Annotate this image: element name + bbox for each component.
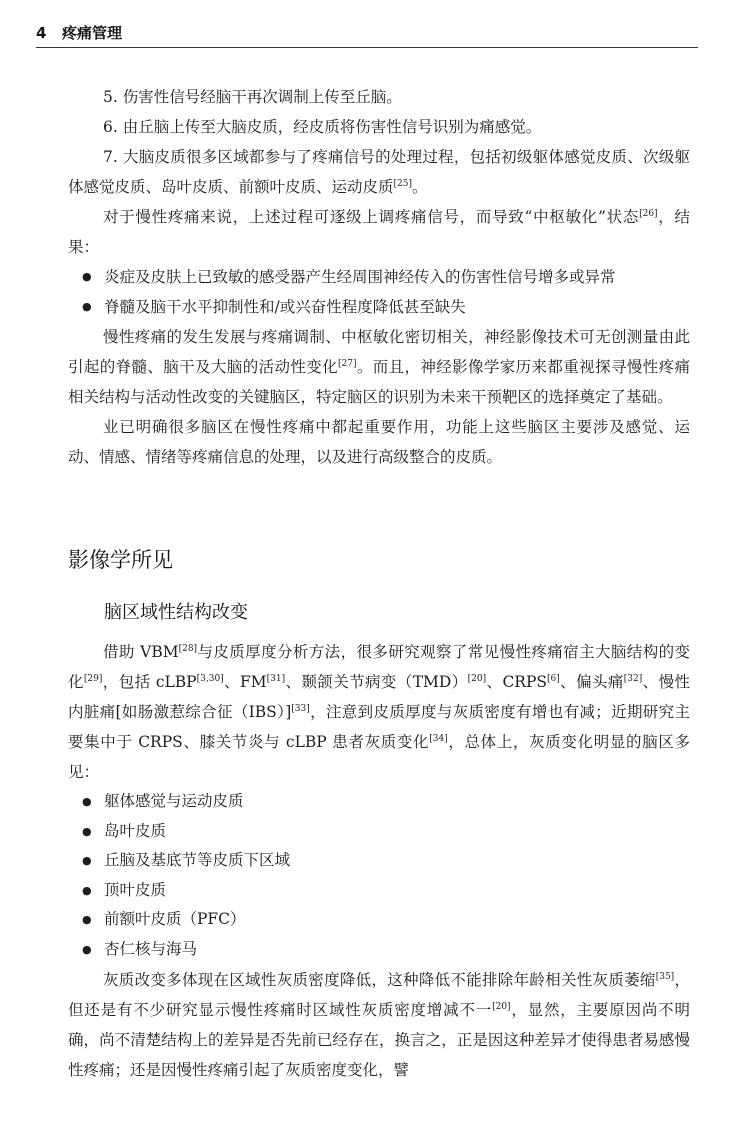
running-title: 疼痛管理 (62, 24, 123, 42)
list-item: ● 脊髓及脑干水平抑制性和/或兴奋性程度降低甚至缺失 (104, 292, 690, 322)
results-bullet-list (68, 262, 690, 322)
citation: [34] (429, 734, 448, 744)
brain-regions-paragraph: 业已明确很多脑区在慢性疼痛中都起重要作用，功能上这些脑区主要涉及感觉、运动、情感、情绪等疼痛信息的处理，以及进行高级整合的皮质。 (68, 418, 690, 466)
body-text-upper (68, 82, 690, 472)
body-text-lower (68, 637, 690, 1085)
citation: [28] (178, 644, 198, 654)
citation: [26] (639, 209, 658, 219)
citation: [31] (266, 674, 286, 684)
citation: [20] (467, 674, 487, 684)
list-item: ● 岛叶皮质 (104, 817, 690, 847)
subsection-heading: 脑区域性结构改变 (104, 602, 248, 623)
list-step-7: 7. 大脑皮质很多区域都参与了疼痛信号的处理过程，包括初级躯体感觉皮质、次级躯体感觉皮质、岛叶皮质、前额叶皮质、运动皮质[25]。 (68, 148, 690, 196)
vbm-paragraph: 借助 VBM[28]与皮质厚度分析方法，很多研究观察了常见慢性疼痛宿主大脑结构的变化[29]，包括 cLBP[3,30]、FM[31]、颞颌关节病变（TMD）[20]、CRPS[6]、偏头痛[32]、慢性内脏痛[如肠激惹综合征（IBS）][33]，注意到皮质厚度与灰质密度有增也有减；近期研究主要集中于 CRPS、膝关节炎与 cLBP 患者灰质变化[34]，总体上，灰质变化明显的脑区多见： (68, 643, 690, 781)
citation: [25] (393, 179, 412, 189)
neuroimaging-paragraph: 慢性疼痛的发生发展与疼痛调制、中枢敏化密切相关，神经影像技术可无创测量由此引起的脊髓、脑干及大脑的活动性变化[27]。而且，神经影像学家历来都重视探寻慢性疼痛相关结构与活动性改变的关键脑区，特定脑区的识别为未来干预靶区的选择奠定了基础。 (68, 328, 690, 406)
running-header (36, 22, 122, 43)
list-item: ● 丘脑及基底节等皮质下区域 (104, 846, 690, 876)
list-step-6: 6. 由丘脑上传至大脑皮质，经皮质将伤害性信号识别为痛感觉。 (103, 118, 542, 136)
citation: [27] (337, 359, 357, 369)
citation: [33] (291, 704, 310, 714)
list-item: ● 杏仁核与海马 (104, 935, 690, 965)
citation: [3,30] (196, 674, 224, 684)
header-rule (36, 47, 698, 48)
citation: [20] (492, 1001, 511, 1012)
list-item: ● 躯体感觉与运动皮质 (104, 787, 690, 817)
list-item: ● 炎症及皮肤上已致敏的感受器产生经周围神经传入的伤害性信号增多或异常 (104, 262, 690, 292)
section-heading: 影像学所见 (68, 548, 173, 572)
list-item: ● 顶叶皮质 (104, 876, 690, 906)
step-7-text: 7. 大脑皮质很多区域都参与了疼痛信号的处理过程，包括初级躯体感觉皮质、次级躯体感觉皮质、岛叶皮质、前额叶皮质、运动皮质 (68, 148, 690, 196)
citation: [32] (623, 674, 643, 684)
citation: [6] (547, 674, 560, 684)
list-item: ● 前额叶皮质（PFC） (104, 905, 690, 935)
citation: [29] (83, 674, 103, 684)
page-number: 4 (36, 24, 47, 42)
gray-matter-paragraph: 灰质改变多体现在区域性灰质密度降低，这种降低不能排除年龄相关性灰质萎缩[35]，但还是有不少研究显示慢性疼痛时区域性灰质密度增减不一[20]，显然，主要原因尚不明确，尚不清楚结构上的差异是否先前已经存在，换言之，正是因这种差异才使得患者易感慢性疼痛；还是因慢性疼痛引起了灰质密度变化，譬 (68, 970, 690, 1079)
central-sensitization-paragraph: 对于慢性疼痛来说，上述过程可逐级上调疼痛信号，而导致“中枢敏化”状态[26]，结果： (68, 208, 690, 256)
citation: [35] (655, 971, 675, 982)
list-step-5: 5. 伤害性信号经脑干再次调制上传至丘脑。 (103, 88, 402, 106)
gray-matter-regions-list (68, 787, 690, 965)
